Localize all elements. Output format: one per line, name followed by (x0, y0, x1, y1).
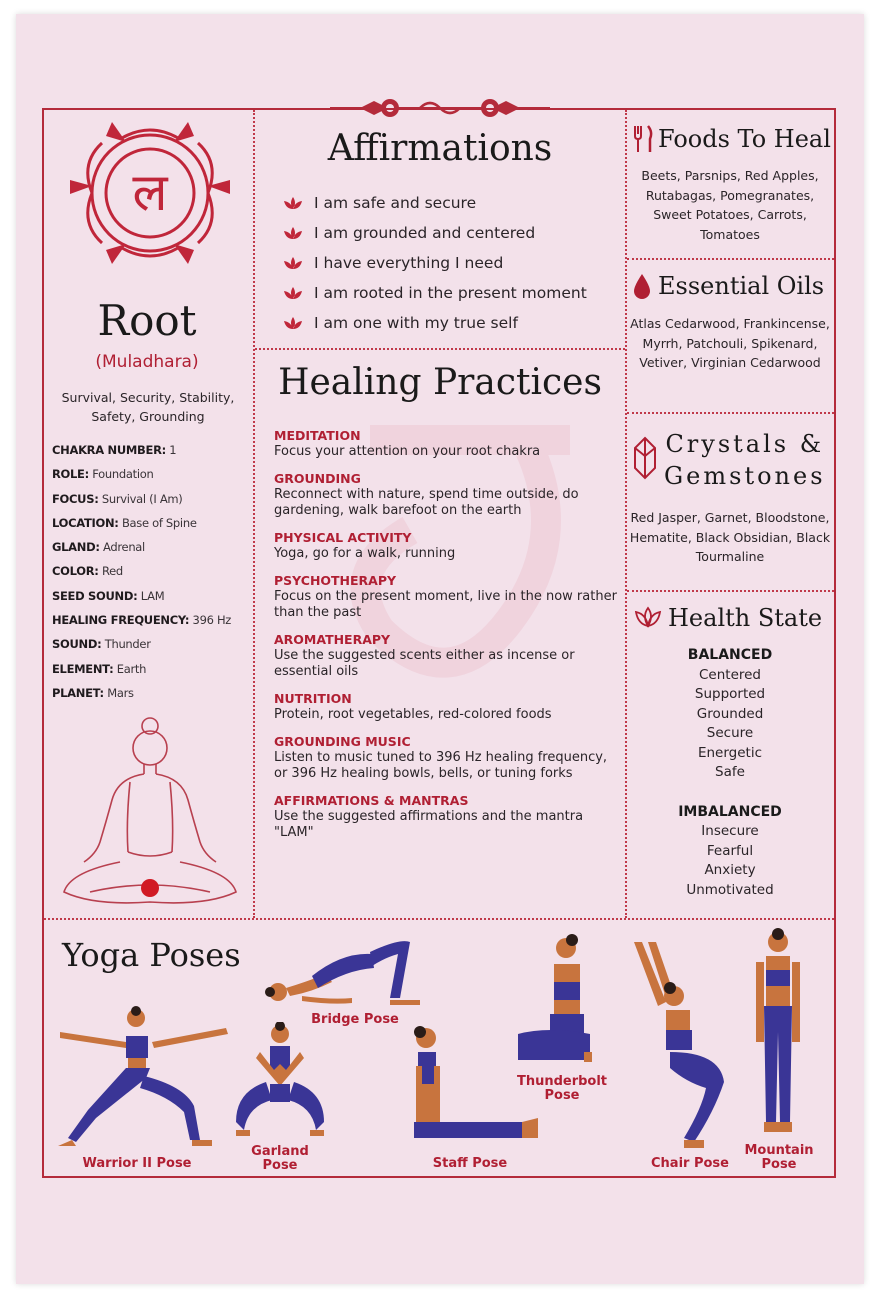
chakra-sanskrit: (Muladhara) (95, 352, 199, 372)
attribute-row: FOCUS: Survival (I Am) (52, 491, 183, 506)
crystals-title-line2: Gemstones (664, 462, 826, 490)
list-item: PHYSICAL ACTIVITY Yoga, go for a walk, running (274, 530, 456, 561)
crystals-title-line1: Crystals & (665, 430, 825, 458)
list-item: Energetic (697, 744, 763, 761)
list-item: GROUNDING Reconnect with nature, spend time outside, do gardening, walk barefoot on the earth (274, 471, 579, 518)
chair-pose-label: Chair Pose (651, 1156, 729, 1171)
divider-left (253, 110, 255, 918)
imbalanced-heading: IMBALANCED (678, 803, 782, 820)
foods-heading (632, 124, 831, 154)
list-item: PSYCHOTHERAPY Focus on the present moment, live in the now rather than the past (274, 573, 617, 620)
attribute-row: CHAKRA NUMBER: 1 (52, 443, 177, 457)
attribute-row: GLAND: Adrenal (52, 540, 145, 555)
health-state-list (628, 646, 832, 900)
chair-pose-illustration (630, 940, 734, 1150)
list-item: I am rooted in the present moment (282, 278, 622, 308)
staff-pose-label: Staff Pose (432, 1156, 508, 1171)
yoga-poses-title: Yoga Poses (62, 936, 241, 974)
list-item: Unmotivated (686, 881, 774, 898)
oils-heading (632, 272, 824, 300)
divider-affirmations (255, 348, 625, 350)
oils-list: Atlas Cedarwood, Frankincense, Myrrh, Patchouli, Spikenard, Vetiver, Virginian Cedarwood (630, 316, 830, 370)
list-item: Supported (694, 686, 766, 702)
garland-pose-label: Garland Pose (251, 1144, 309, 1173)
list-item: Centered (698, 666, 761, 683)
thunderbolt-pose-illustration (514, 934, 594, 1070)
list-item: I am one with my true self (282, 308, 622, 338)
list-item: Secure (706, 725, 754, 741)
lotus-icon (282, 316, 304, 330)
warrior-two-pose-illustration (56, 1006, 232, 1156)
attribute-row: SOUND: Thunder (52, 637, 151, 652)
foods-list: Beets, Parsnips, Red Apples, Rutabagas, Pomegranates, Sweet Potatoes, Carrots, Tomatoes (641, 168, 819, 242)
bridge-pose-illustration (262, 930, 442, 1010)
healing-practices-title: Healing Practices (278, 362, 602, 403)
list-item: NUTRITION Protein, root vegetables, red-colored foods (274, 691, 552, 722)
crystals-list: Red Jasper, Garnet, Bloodstone, Hematite, Black Obsidian, Black Tourmaline (629, 510, 831, 564)
divider-oils (627, 412, 834, 414)
chakra-name: Root (97, 296, 197, 345)
lotus-icon (282, 196, 304, 210)
attribute-row: PLANET: Mars (52, 685, 134, 700)
divider-foods (627, 258, 834, 260)
attribute-row: HEALING FREQUENCY: 396 Hz (52, 613, 232, 628)
chakra-attributes (52, 443, 252, 710)
oils-title: Essential Oils (658, 272, 825, 300)
list-item: Anxiety (704, 862, 756, 878)
thunderbolt-pose-label: Thunderbolt Pose (516, 1074, 608, 1103)
warrior-two-pose-label: Warrior II Pose (82, 1156, 192, 1171)
list-item: I am safe and secure (282, 188, 622, 218)
oil-drop-icon (632, 272, 652, 300)
garland-pose-illustration (230, 1022, 330, 1142)
list-item: Fearful (706, 842, 754, 859)
lotus-icon (282, 256, 304, 270)
crystal-icon (632, 436, 658, 480)
divider-crystals (627, 590, 834, 592)
health-heading (632, 604, 822, 632)
foods-title: Foods To Heal (658, 125, 831, 153)
bridge-pose-label: Bridge Pose (311, 1012, 399, 1027)
meditating-figure-illustration (50, 712, 250, 922)
attribute-row: SEED SOUND: LAM (52, 588, 165, 603)
root-chakra-symbol (62, 118, 238, 268)
list-item: MEDITATION Focus your attention on your root chakra (274, 428, 541, 459)
health-title: Health State (668, 604, 823, 632)
fork-knife-icon (632, 124, 654, 154)
mountain-pose-label: Mountain Pose (744, 1143, 814, 1172)
lotus-hands-icon (632, 604, 664, 632)
attribute-row: ELEMENT: Earth (52, 661, 147, 676)
divider-right (625, 110, 627, 918)
attribute-row: LOCATION: Base of Spine (52, 515, 197, 530)
list-item: GROUNDING MUSIC Listen to music tuned to 396 Hz healing frequency, or 396 Hz healing bowls, bells, or tuning forks (274, 734, 608, 781)
balanced-heading: BALANCED (687, 647, 773, 663)
list-item: I have everything I need (282, 248, 622, 278)
affirmations-list (282, 188, 622, 338)
healing-practices-list (274, 428, 620, 852)
attribute-row: ROLE: Foundation (52, 467, 154, 482)
crystals-heading (632, 428, 826, 492)
list-item: Grounded (696, 705, 764, 722)
chakra-keywords: Survival, Security, Stability, Safety, Grounding (61, 390, 235, 424)
mountain-pose-illustration (742, 928, 814, 1142)
affirmations-title: Affirmations (327, 128, 553, 169)
list-item: Safe (715, 764, 745, 780)
attribute-row: COLOR: Red (52, 564, 123, 579)
list-item: I am grounded and centered (282, 218, 622, 248)
list-item: AFFIRMATIONS & MANTRAS Use the suggested affirmations and the mantra "LAM" (274, 793, 584, 840)
lotus-icon (282, 286, 304, 300)
list-item: AROMATHERAPY Use the suggested scents either as incense or essential oils (274, 632, 575, 679)
list-item: Insecure (701, 823, 759, 839)
svg-text:ल: ल (132, 163, 168, 223)
lotus-icon (282, 226, 304, 240)
